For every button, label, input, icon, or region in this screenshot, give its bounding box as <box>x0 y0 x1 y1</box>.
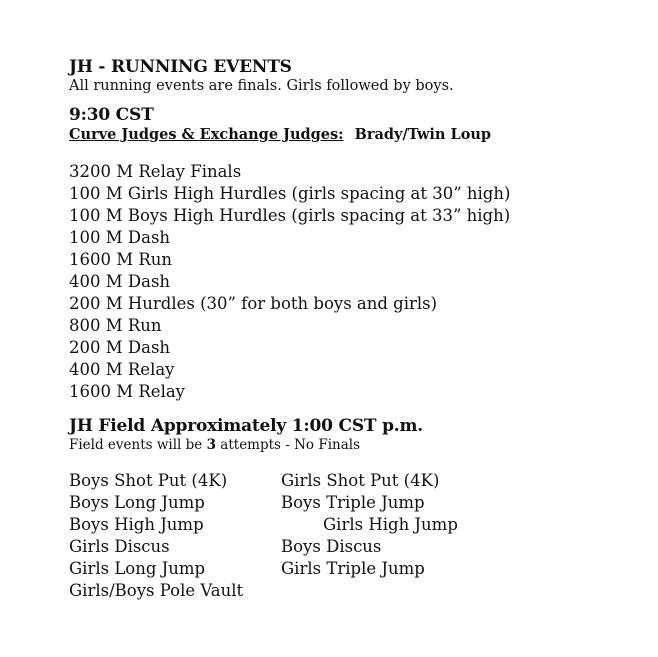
running-events-title: JH - RUNNING EVENTS <box>69 57 292 77</box>
attempts-count: 3 <box>206 437 216 453</box>
judges-line <box>69 125 629 145</box>
field-event-left: Girls Long Jump <box>69 559 206 578</box>
field-events-grid <box>69 471 629 603</box>
field-event-right: Girls Triple Jump <box>281 559 425 578</box>
list-item: 1600 M Relay <box>69 382 185 401</box>
field-event-left: Boys Long Jump <box>69 493 205 512</box>
list-item: 400 M Dash <box>69 272 171 291</box>
running-start-time: 9:30 CST <box>69 105 154 125</box>
list-item: 100 M Boys High Hurdles (girls spacing at 33” high) <box>69 206 511 225</box>
running-events-list <box>69 161 629 403</box>
list-item: 200 M Hurdles (30” for both boys and girls) <box>69 294 438 313</box>
list-item: 400 M Relay <box>69 360 175 379</box>
field-events-title: JH Field Approximately 1:00 CST p.m. <box>69 416 423 436</box>
judges-label: Curve Judges & Exchange Judges: <box>69 126 344 143</box>
list-item: 100 M Dash <box>69 228 171 247</box>
judges-value: Brady/Twin Loup <box>354 126 492 143</box>
field-event-left: Girls/Boys Pole Vault <box>69 581 244 600</box>
list-item: 1600 M Run <box>69 250 173 269</box>
field-event-left: Boys High Jump <box>69 515 204 534</box>
running-events-note: All running events are finals. Girls followed by boys. <box>69 78 454 94</box>
field-event-empty <box>281 581 581 603</box>
field-event-left: Girls Discus <box>69 537 170 556</box>
field-event-left: Boys Shot Put (4K) <box>69 471 228 490</box>
field-event-right: Girls Shot Put (4K) <box>281 471 440 490</box>
list-item: 200 M Dash <box>69 338 171 357</box>
document-page <box>69 57 629 603</box>
list-item: 800 M Run <box>69 316 162 335</box>
list-item: 3200 M Relay Finals <box>69 162 242 181</box>
list-item: 100 M Girls High Hurdles (girls spacing at 30” high) <box>69 184 511 203</box>
field-event-right: Boys Triple Jump <box>281 493 425 512</box>
field-events-note: Field events will be 3 attempts - No Finals <box>69 437 361 453</box>
field-event-right: Girls High Jump <box>323 515 458 534</box>
field-event-right: Boys Discus <box>281 537 382 556</box>
